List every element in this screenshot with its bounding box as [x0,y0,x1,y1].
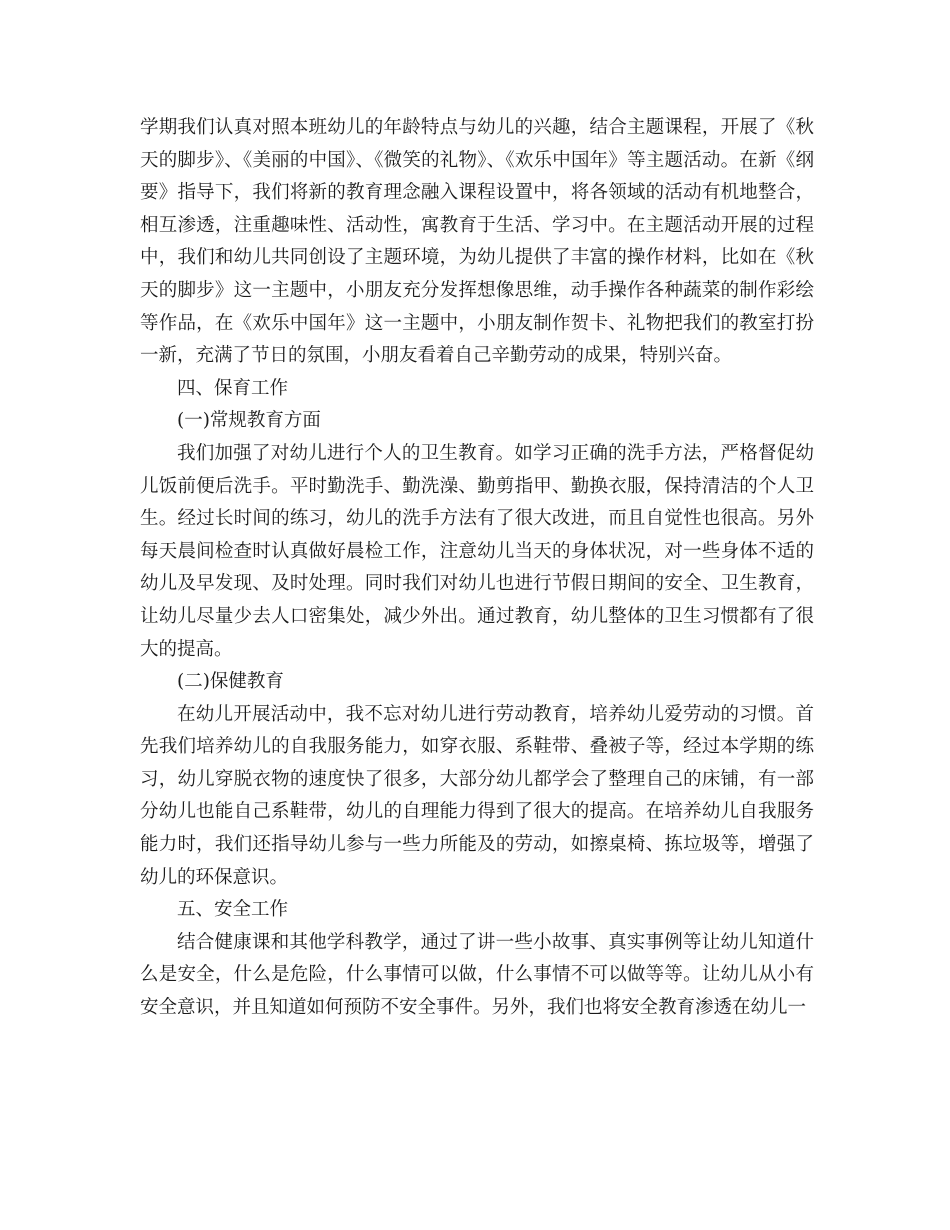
paragraph-labor-education: 在幼儿开展活动中，我不忘对幼儿进行劳动教育，培养幼儿爱劳动的习惯。首先我们培养幼儿的自我服务能力，如穿衣服、系鞋带、叠被子等，经过本学期的练习，幼儿穿脱衣物的速度快了很多，大部分幼儿都学会了整理自己的床铺，有一部分幼儿也能自己系鞋带，幼儿的自理能力得到了很大的提高。在培养幼儿自我服务能力时，我们还指导幼儿参与一些力所能及的劳动，如擦桌椅、拣垃圾等，增强了幼儿的环保意识。 [140,703,814,888]
section-heading-safety-work: 五、安全工作 [177,899,289,921]
section-heading-care-work: 四、保育工作 [177,377,289,399]
document-body [140,112,814,1025]
paragraph-hygiene-education: 我们加强了对幼儿进行个人的卫生教育。如学习正确的洗手方法，严格督促幼儿饭前便后洗手。平时勤洗手、勤洗澡、勤剪指甲、勤换衣服，保持清洁的个人卫生。经过长时间的练习，幼儿的洗手方法有了很大改进，而且自觉性也很高。另外每天晨间检查时认真做好晨检工作，注意幼儿当天的身体状况，对一些身体不适的幼儿及早发现、及时处理。同时我们对幼儿也进行节假日期间的安全、卫生教育，让幼儿尽量少去人口密集处，减少外出。通过教育，幼儿整体的卫生习惯都有了很大的提高。 [140,442,814,660]
paragraph-theme-activities: 学期我们认真对照本班幼儿的年龄特点与幼儿的兴趣，结合主题课程，开展了《秋天的脚步》、《美丽的中国》、《微笑的礼物》、《欢乐中国年》等主题活动。在新《纲要》指导下，我们将新的教育理念融入课程设置中，将各领域的活动有机地整合，相互渗透，注重趣味性、活动性，寓教育于生活、学习中。在主题活动开展的过程中，我们和幼儿共同创设了主题环境，为幼儿提供了丰富的操作材料，比如在《秋天的脚步》这一主题中，小朋友充分发挥想像思维，动手操作各种蔬菜的制作彩绘等作品，在《欢乐中国年》这一主题中，小朋友制作贺卡、礼物把我们的教室打扮一新，充满了节日的氛围，小朋友看着自己辛勤劳动的成果，特别兴奋。 [140,117,814,367]
subsection-heading-routine-education: (一)常规教育方面 [177,410,321,432]
paragraph-safety-education: 结合健康课和其他学科教学，通过了讲一些小故事、真实事例等让幼儿知道什么是安全，什么是危险，什么事情可以做，什么事情不可以做等等。让幼儿从小有安全意识，并且知道如何预防不安全事件。另外，我们也将安全教育渗透在幼儿一 [140,931,814,1019]
subsection-heading-health-education: (二)保健教育 [177,671,284,693]
